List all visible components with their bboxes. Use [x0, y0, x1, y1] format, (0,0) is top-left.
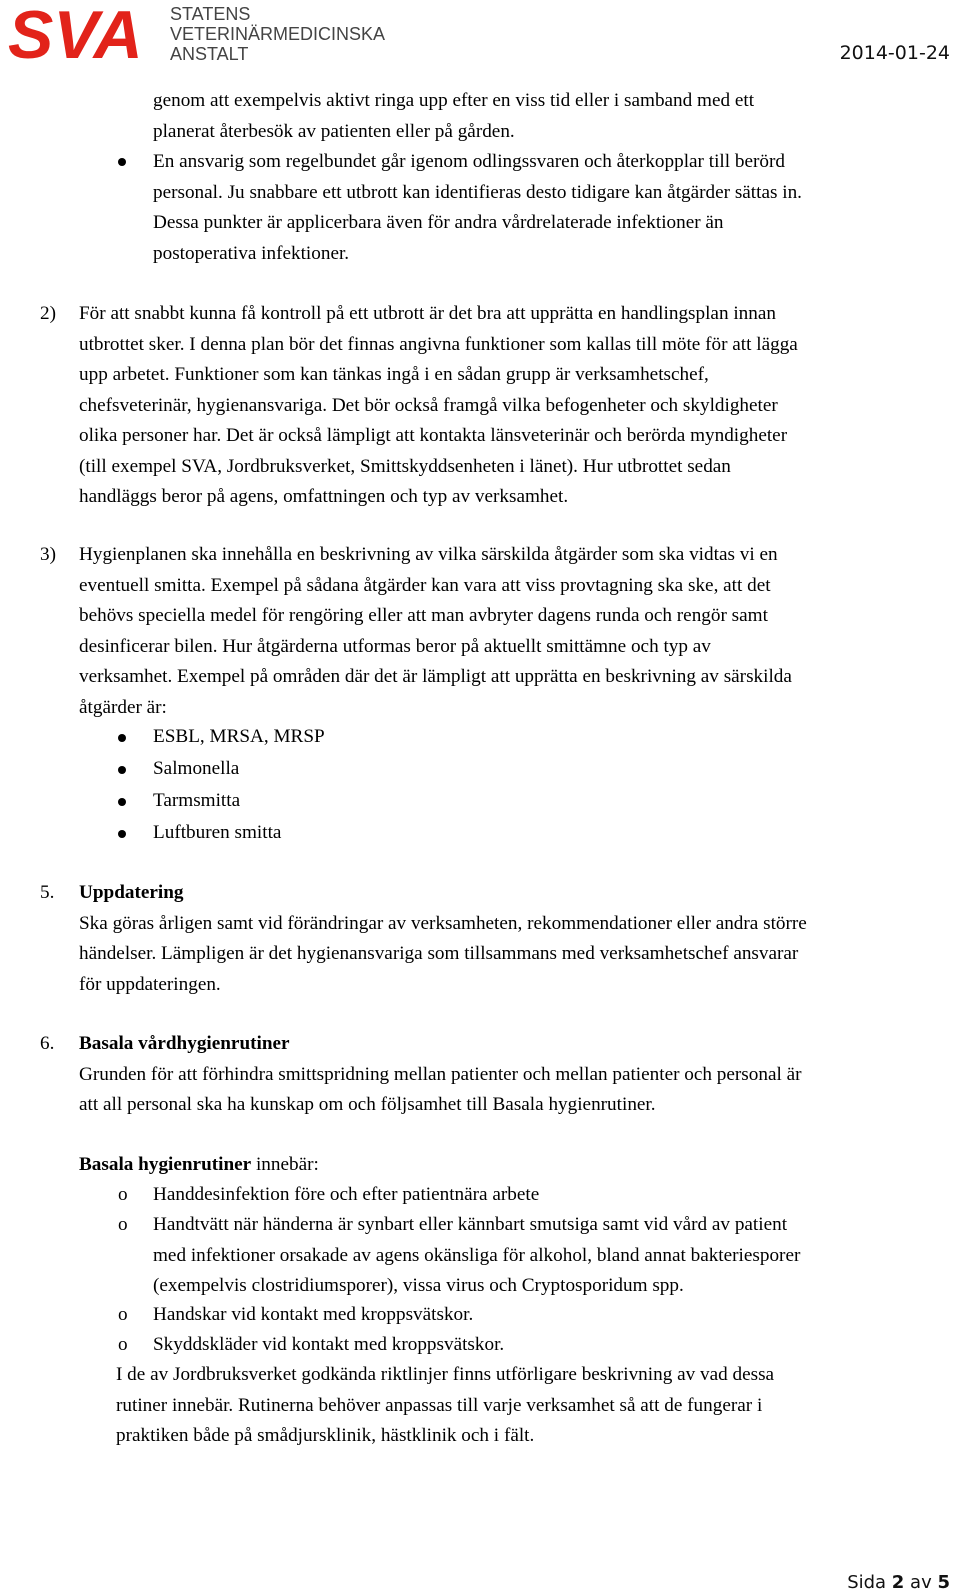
closing-paragraph: I de av Jordbruksverket godkända riktlinjer finns utförligare beskrivning av vad dessa rutiner innebär. Rutinerna behöver anpassas till varje verksamhet så att de fungerar i praktiken både på smådjursklinik, hästklinik och i fält.	[116, 1364, 775, 1446]
list-item: Salmonella	[153, 758, 240, 779]
section-6-heading: Basala vårdhygienrutiner	[79, 1033, 290, 1054]
logo-mark: SVA	[8, 2, 143, 66]
total-pages: 5	[937, 1572, 950, 1593]
list-item: Skyddskläder vid kontakt med kroppsvätskor.	[153, 1334, 505, 1355]
list-marker: o	[118, 1184, 128, 1205]
list-item: Luftburen smitta	[153, 822, 282, 843]
list-marker: o	[118, 1304, 128, 1325]
basala-subheading: Basala hygienrutiner innebär:	[79, 1154, 319, 1175]
list-item: ESBL, MRSA, MRSP	[153, 726, 325, 747]
list-item: Handskar vid kontakt med kroppsvätskor.	[153, 1304, 474, 1325]
bullet-dot	[118, 158, 126, 166]
list-marker: o	[118, 1214, 128, 1235]
bullet-dot	[118, 830, 126, 838]
page-footer: Sida 2 av 5	[847, 1572, 950, 1593]
logo-line3: ANSTALT	[170, 44, 249, 64]
section-number-6: 6.	[40, 1033, 55, 1054]
bullet-dot	[118, 798, 126, 806]
list-marker: o	[118, 1334, 128, 1355]
bullet-dot	[118, 734, 126, 742]
section-6: Basala vårdhygienrutiner Grunden för att förhindra smittspridning mellan patienter och mellan patienter och personal är att all personal ska ha kunskap om och följsamhet till Basala hygienrutiner.	[79, 1033, 802, 1115]
sva-logo	[8, 2, 388, 66]
list-item: Tarmsmitta	[153, 790, 241, 811]
bullet-ansvarig: En ansvarig som regelbundet går igenom odlingssvaren och återkopplar till berörd personal. Ju snabbare ett utbrott kan identifieras desto tidigare kan åtgärder sättas in. Dessa punkter är applicerbara även för andra vårdrelaterade infektioner än postoperativa infektioner.	[153, 151, 802, 264]
section-5-heading: Uppdatering	[79, 882, 184, 903]
bullet-dot	[118, 766, 126, 774]
bullet-continuation: genom att exempelvis aktivt ringa upp efter en viss tid eller i samband med ett planerat återbesök av patienten eller på gården.	[153, 90, 755, 142]
logo-line1: STATENS	[170, 4, 251, 24]
list-item: Handdesinfektion före och efter patientnära arbete	[153, 1184, 540, 1205]
current-page: 2	[891, 1572, 905, 1593]
section-number-5: 5.	[40, 882, 55, 903]
section-5: Uppdatering Ska göras årligen samt vid förändringar av verksamheten, rekommendationer eller andra större händelser. Lämpligen är det hygienansvariga som tillsammans med verksamhetschef ansvarar för uppdateringen.	[79, 882, 807, 995]
document-date: 2014-01-24	[839, 42, 950, 64]
list-item: Handtvätt när händerna är synbart eller kännbart smutsiga samt vid vård av patient med infektioner orsakade av agens okänsliga för alkohol, bland annat bakteriesporer (exempelvis clostridiumsporer), vissa virus och Cryptosporidum spp.	[153, 1214, 801, 1296]
logo-line2: VETERINÄRMEDICINSKA	[170, 24, 386, 44]
item-number-2: 2)	[40, 303, 56, 324]
item-2-text: För att snabbt kunna få kontroll på ett utbrott är det bra att upprätta en handlingsplan innan utbrottet sker. I denna plan bör det finnas angivna funktioner som kallas till möte för att lägga upp arbetet. Funktioner som kan tänkas ingå i en sådan grupp är verksamhetschef, chefsveterinär, hygienansvariga. Det bör också framgå vilka befogenheter och skyldigheter olika personer har. Det är också lämpligt att kontakta länsveterinär och berörda myndigheter (till exempel SVA, Jordbruksverket, Smittskyddsenheten i länet). Hur utbrottet sedan handläggs beror på agens, omfattningen och typ av verksamhet.	[79, 303, 798, 507]
item-3-text: Hygienplanen ska innehålla en beskrivning av vilka särskilda åtgärder som ska vidtas vi en eventuell smitta. Exempel på sådana åtgärder kan vara att viss provtagning ska ske, att det behövs speciella medel för rengöring eller att man avbryter dagens runda och rengör samt desinficerar bilen. Hur åtgärderna utformas beror på aktuellt smittämne och typ av verksamhet. Exempel på områden där det är lämpligt att upprätta en beskrivning av särskilda åtgärder är:	[79, 544, 792, 718]
item-number-3: 3)	[40, 544, 56, 565]
